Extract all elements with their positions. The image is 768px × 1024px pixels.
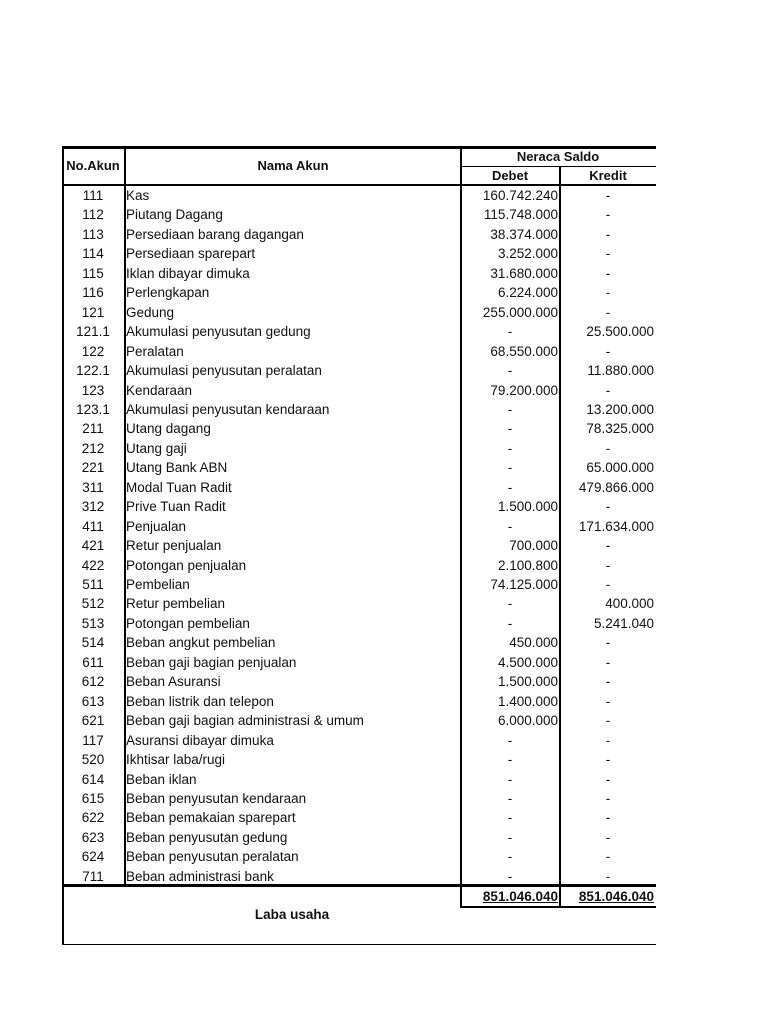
- total-kredit: 851.046.040: [578, 889, 654, 904]
- row-account-name: Utang gaji: [126, 440, 187, 456]
- row-debet-value: -: [507, 460, 513, 476]
- row-account-name: Akumulasi penyusutan kendaraan: [126, 401, 330, 417]
- row-kredit-value: -: [605, 265, 611, 281]
- row-account-name: Beban penyusutan kendaraan: [126, 790, 307, 806]
- row-kredit-value: 25.500.000: [586, 324, 654, 340]
- row-account-name: Beban penyusutan gedung: [126, 829, 288, 845]
- row-account-number: 411: [82, 518, 104, 534]
- row-account-name: Utang Bank ABN: [126, 460, 228, 476]
- row-debet-value: -: [507, 421, 513, 437]
- row-account-number: 622: [81, 810, 105, 826]
- row-debet-value: 1.500.000: [497, 499, 558, 515]
- row-kredit-value: -: [605, 246, 611, 262]
- row-kredit-value: -: [605, 635, 611, 651]
- row-debet-value: 1.500.000: [497, 674, 558, 690]
- row-account-name: Piutang Dagang: [126, 207, 223, 223]
- row-debet-value: 255.000.000: [482, 304, 558, 320]
- row-debet-value: 68.550.000: [490, 343, 558, 359]
- row-account-name: Perlengkapan: [126, 285, 210, 301]
- row-debet-value: -: [507, 810, 513, 826]
- row-kredit-value: -: [605, 499, 611, 515]
- row-account-name: Potongan pembelian: [126, 615, 250, 631]
- row-account-number: 312: [81, 499, 105, 515]
- row-account-name: Modal Tuan Radit: [126, 479, 232, 495]
- row-account-number: 614: [81, 771, 105, 787]
- row-account-name: Beban administrasi bank: [126, 868, 274, 884]
- row-account-number: 612: [81, 674, 105, 690]
- row-kredit-value: -: [605, 440, 611, 456]
- row-debet-value: 31.680.000: [490, 265, 558, 281]
- row-account-name: Beban gaji bagian penjualan: [126, 654, 297, 670]
- row-account-name: Penjualan: [126, 518, 187, 534]
- row-account-name: Retur penjualan: [126, 538, 222, 554]
- row-debet-value: -: [507, 615, 513, 631]
- row-debet-value: 38.374.000: [490, 226, 558, 242]
- row-kredit-value: -: [605, 207, 611, 223]
- row-kredit-value: -: [605, 285, 611, 301]
- row-account-number: 122: [81, 343, 105, 359]
- row-account-number: 121: [81, 304, 105, 320]
- row-debet-value: -: [507, 849, 513, 865]
- row-kredit-value: -: [605, 868, 611, 884]
- row-account-number: 114: [82, 246, 104, 262]
- row-kredit-value: -: [605, 752, 611, 768]
- header-kredit: Kredit: [589, 168, 627, 183]
- row-kredit-value: -: [605, 829, 611, 845]
- row-account-number: 122.1: [76, 363, 110, 379]
- row-debet-value: -: [507, 596, 513, 612]
- row-debet-value: -: [507, 790, 513, 806]
- row-account-number: 123: [81, 382, 105, 398]
- row-debet-value: -: [507, 732, 513, 748]
- row-kredit-value: -: [605, 577, 611, 592]
- row-kredit-value: 400.000: [605, 596, 654, 612]
- row-kredit-value: 5.241.040: [593, 615, 654, 631]
- row-kredit-value: -: [605, 654, 611, 670]
- row-account-name: Beban Asuransi: [126, 674, 221, 690]
- row-account-number: 111: [82, 188, 104, 203]
- row-kredit-value: -: [605, 304, 611, 320]
- row-account-number: 421: [81, 538, 105, 554]
- row-account-number: 511: [82, 577, 104, 592]
- header-no-akun: No.Akun: [66, 158, 120, 173]
- row-account-number: 123.1: [76, 401, 110, 417]
- row-account-name: Ikhtisar laba/rugi: [126, 752, 226, 768]
- row-account-name: Beban penyusutan peralatan: [126, 849, 299, 865]
- table-bottom-border: [62, 944, 656, 945]
- row-debet-value: -: [507, 829, 513, 845]
- row-account-name: Pembelian: [126, 577, 190, 592]
- row-account-name: Akumulasi penyusutan gedung: [126, 324, 311, 340]
- row-debet-value: 2.100.800: [497, 557, 558, 573]
- row-account-number: 513: [81, 615, 105, 631]
- row-debet-value: -: [507, 518, 513, 534]
- row-account-number: 113: [82, 226, 104, 242]
- row-account-name: Gedung: [126, 304, 175, 320]
- row-account-number: 112: [82, 207, 104, 223]
- row-account-name: Prive Tuan Radit: [126, 499, 226, 515]
- row-debet-value: -: [507, 401, 513, 417]
- header-nama-akun: Nama Akun: [257, 158, 329, 173]
- row-kredit-value: -: [605, 343, 611, 359]
- header-debet: Debet: [491, 168, 529, 183]
- row-kredit-value: 13.200.000: [586, 401, 654, 417]
- row-account-name: Retur pembelian: [126, 596, 226, 612]
- row-debet-value: 1.400.000: [497, 693, 558, 709]
- trial-balance-table: [62, 146, 656, 946]
- row-kredit-value: 479.866.000: [578, 479, 654, 495]
- row-kredit-value: 78.325.000: [586, 421, 654, 437]
- row-debet-value: 6.224.000: [497, 285, 558, 301]
- row-account-number: 615: [81, 790, 105, 806]
- laba-usaha-label: Laba usaha: [254, 907, 330, 922]
- row-account-number: 211: [82, 421, 104, 437]
- row-debet-value: 6.000.000: [497, 713, 558, 729]
- total-debet: 851.046.040: [482, 889, 558, 904]
- row-account-name: Utang dagang: [126, 421, 211, 437]
- row-account-number: 520: [81, 752, 105, 768]
- row-debet-value: 115.748.000: [483, 207, 558, 223]
- row-account-name: Persediaan barang dagangan: [126, 226, 304, 242]
- row-account-number: 115: [82, 265, 104, 281]
- row-debet-value: -: [507, 752, 513, 768]
- row-account-number: 711: [82, 868, 104, 884]
- row-kredit-value: -: [605, 382, 611, 398]
- row-account-number: 611: [82, 654, 104, 670]
- row-kredit-value: -: [605, 732, 611, 748]
- row-account-name: Beban gaji bagian administrasi & umum: [126, 713, 364, 729]
- row-account-number: 422: [81, 557, 105, 573]
- row-debet-value: -: [507, 363, 513, 379]
- row-account-number: 621: [81, 713, 105, 729]
- row-account-number: 512: [81, 596, 105, 612]
- row-account-name: Beban pemakaian sparepart: [126, 810, 296, 826]
- row-account-number: 613: [81, 693, 105, 709]
- row-kredit-value: 11.880.000: [587, 363, 654, 379]
- row-account-number: 221: [81, 460, 105, 476]
- row-debet-value: 160.742.240: [482, 188, 558, 203]
- row-kredit-value: -: [605, 674, 611, 690]
- row-account-name: Akumulasi penyusutan peralatan: [126, 363, 322, 379]
- row-debet-value: -: [507, 479, 513, 495]
- row-debet-value: -: [507, 324, 513, 340]
- row-account-name: Persediaan sparepart: [126, 246, 256, 262]
- row-debet-value: -: [507, 771, 513, 787]
- row-account-name: Beban angkut pembelian: [126, 635, 276, 651]
- row-account-name: Kendaraan: [126, 382, 193, 398]
- row-debet-value: 4.500.000: [497, 654, 558, 670]
- row-debet-value: 700.000: [509, 538, 558, 554]
- row-debet-value: 450.000: [509, 635, 558, 651]
- row-debet-value: 3.252.000: [497, 246, 558, 262]
- row-debet-value: -: [507, 440, 513, 456]
- row-account-number: 117: [82, 732, 104, 748]
- row-kredit-value: -: [605, 713, 611, 729]
- row-kredit-value: -: [605, 557, 611, 573]
- row-account-number: 212: [81, 440, 105, 456]
- row-kredit-value: -: [605, 810, 611, 826]
- row-account-number: 311: [82, 479, 104, 495]
- row-account-number: 514: [81, 635, 105, 651]
- row-debet-value: -: [507, 868, 513, 884]
- row-kredit-value: -: [605, 188, 611, 203]
- row-kredit-value: -: [605, 226, 611, 242]
- row-kredit-value: 171.634.000: [578, 518, 654, 534]
- row-account-number: 121.1: [76, 324, 110, 340]
- row-kredit-value: -: [605, 538, 611, 554]
- row-account-name: Kas: [126, 188, 150, 203]
- row-kredit-value: -: [605, 790, 611, 806]
- row-kredit-value: -: [605, 849, 611, 865]
- row-account-name: Beban listrik dan telepon: [126, 693, 274, 709]
- row-account-number: 624: [81, 849, 105, 865]
- row-kredit-value: -: [605, 771, 611, 787]
- header-neraca-saldo: Neraca Saldo: [516, 149, 600, 164]
- row-account-name: Iklan dibayar dimuka: [126, 265, 250, 281]
- row-account-name: Beban iklan: [126, 771, 197, 787]
- row-account-number: 623: [81, 829, 105, 845]
- row-kredit-value: 65.000.000: [586, 460, 654, 476]
- row-account-number: 116: [82, 285, 104, 301]
- row-kredit-value: -: [605, 693, 611, 709]
- row-debet-value: 79.200.000: [490, 382, 558, 398]
- row-debet-value: 74.125.000: [490, 577, 558, 592]
- row-account-name: Potongan penjualan: [126, 557, 247, 573]
- row-account-name: Asuransi dibayar dimuka: [126, 732, 274, 748]
- row-account-name: Peralatan: [126, 343, 184, 359]
- header-split-line: [460, 166, 656, 167]
